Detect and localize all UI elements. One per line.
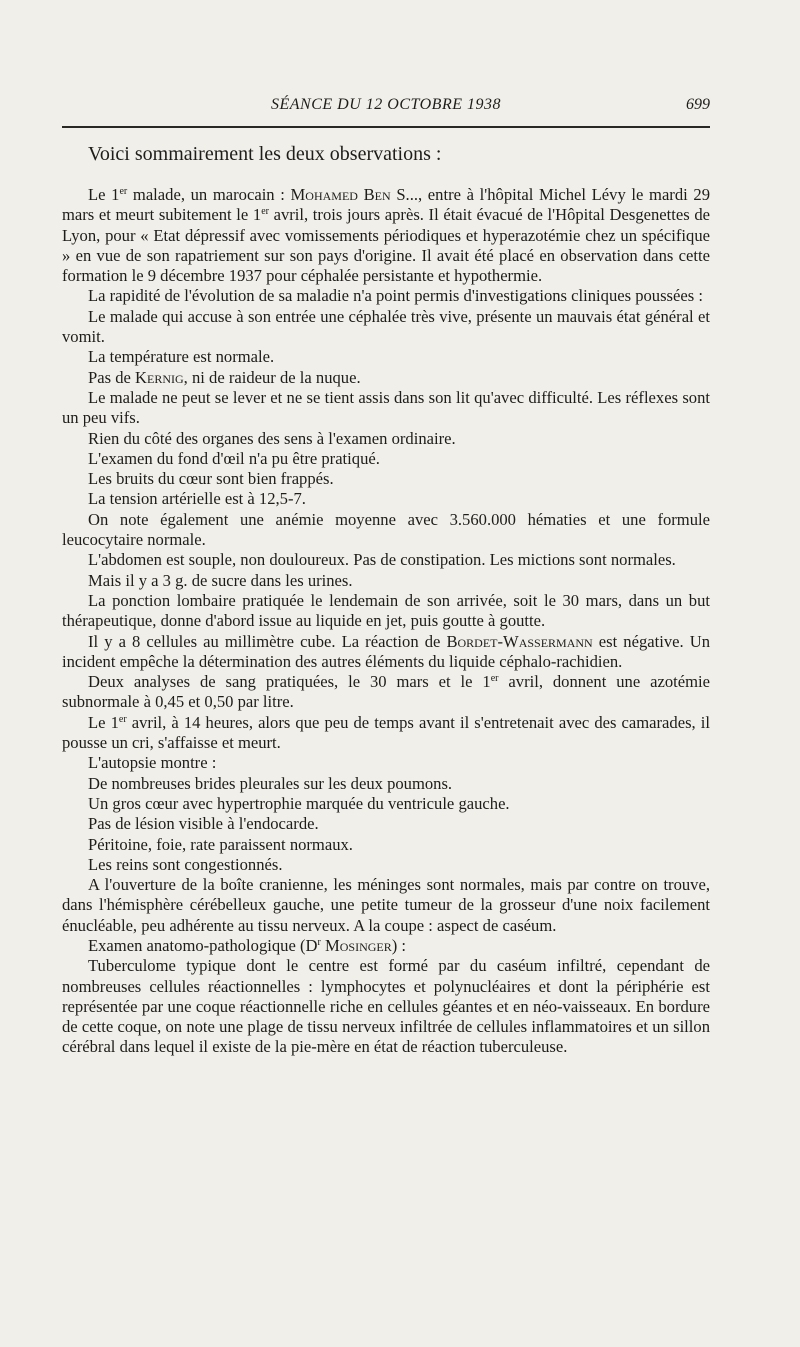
paragraph: Le malade ne peut se lever et ne se tient assis dans son lit qu'avec difficulté. Les réflexes sont un peu vifs. <box>62 387 710 428</box>
text-run: , ni de raideur de la nuque. <box>183 367 361 387</box>
text-run: Le 1 <box>88 185 120 204</box>
paragraph: Un gros cœur avec hypertrophie marquée du ventricule gauche. <box>88 793 510 813</box>
superscript: er <box>261 206 269 218</box>
paragraph: La rapidité de l'évolution de sa maladie n'a point permis d'investigations cliniques poussées : <box>88 286 703 306</box>
paragraph: De nombreuses brides pleurales sur les deux poumons. <box>88 773 453 793</box>
superscript: er <box>118 713 127 725</box>
paragraph: Rien du côté des organes des sens à l'examen ordinaire. <box>88 428 456 448</box>
text-run: avril, donnent une azotémie subnormale à 0,45 et 0,50 par litre. <box>62 672 710 712</box>
page-header <box>62 96 710 120</box>
paragraph: A l'ouverture de la boîte cranienne, les méninges sont normales, mais par contre on trouve, dans l'hémisphère cérébelleux gauche, une petite tumeur de la grosseur d'une noix facilement énucléable, peu adhérente au tissu nerveux. A la coupe : aspect de caséum. <box>62 875 710 935</box>
body-text <box>62 185 710 1058</box>
paragraph <box>62 936 710 956</box>
paragraph: Péritoine, foie, rate paraissent normaux. <box>88 834 353 854</box>
paragraph <box>62 713 710 754</box>
text-run: Le 1 <box>88 712 119 732</box>
paragraph: On note également une anémie moyenne avec 3.560.000 hématies et une formule leucocytaire normale. <box>62 509 710 550</box>
paragraph: L'abdomen est souple, non douloureux. Pas de constipation. Les mictions sont normales. <box>88 550 676 570</box>
paragraph: Mais il y a 3 g. de sucre dans les urines. <box>88 570 353 590</box>
text-run: ) : <box>391 935 407 955</box>
paragraph: Le malade qui accuse à son entrée une céphalée très vive, présente un mauvais état général et vomit. <box>62 306 710 347</box>
text-run: malade, un marocain : <box>127 185 291 204</box>
superscript: r <box>317 936 321 948</box>
text-run: Deux analyses de sang pratiquées, le 30 mars et le 1 <box>88 672 491 692</box>
author-name: Kernig <box>135 367 184 387</box>
paragraph: Les reins sont congestionnés. <box>88 854 283 874</box>
author-name: Mosinger <box>320 935 392 955</box>
paragraph: Pas de lésion visible à l'endocarde. <box>88 814 319 834</box>
text-run: avril, trois jours après. Il était évacué de l'Hôpital Desgenettes de Lyon, pour « Etat dépressif avec vomissements périodiques et hyperazotémie chez un spécifique » en vue de son rapatriement sur son pays d'origine. Il avait été placé en observation dans cette formation le 9 décembre 1937 pour céphalée persistante et hypothermie. <box>62 205 710 286</box>
paragraph: La ponction lombaire pratiquée le lendemain de son arrivée, soit le 30 mars, dans un but thérapeutique, donne d'abord issue au liquide en jet, puis goutte à goutte. <box>62 590 710 631</box>
paragraph <box>62 672 710 713</box>
paragraph: L'examen du fond d'œil n'a pu être pratiqué. <box>88 448 380 468</box>
intro-heading: Voici sommairement les deux observations : <box>88 143 442 165</box>
running-title: SÉANCE DU 12 OCTOBRE 1938 <box>271 96 501 113</box>
paragraph: Tuberculome typique dont le centre est formé par du caséum infiltré, cependant de nombreuses cellules réactionnelles : lymphocytes et polynucléaires et dont la périphérie est représentée par une coque réactionnelle riche en cellules géantes et en néo-vaisseaux. En bordure de cette coque, on note une plage de tissu nerveux infiltrée de cellules inflammatoires et un sillon cérébral dans lequel il existe de la pie-mère en état de réaction tuberculeuse. <box>62 956 710 1057</box>
text-run: est négative. Un incident empêche la détermination des autres éléments du liquide céphalo-rachidien. <box>62 631 711 671</box>
paragraph <box>62 185 710 286</box>
text-run: Examen anatomo-pathologique (D <box>88 935 318 955</box>
text-run: Pas de <box>88 367 136 387</box>
page-number: 699 <box>686 96 710 113</box>
paragraph: La température est normale. <box>88 347 275 367</box>
author-name: Bordet-Wassermann <box>446 631 593 651</box>
paragraph <box>62 368 710 388</box>
paragraph <box>62 632 710 673</box>
header-rule <box>62 126 710 128</box>
paragraph: Les bruits du cœur sont bien frappés. <box>88 469 334 489</box>
superscript: er <box>490 673 499 685</box>
paragraph: La tension artérielle est à 12,5-7. <box>88 489 306 509</box>
paragraph: L'autopsie montre : <box>88 753 217 773</box>
patient-name: Mohamed Ben <box>290 185 391 204</box>
text-run: avril, à 14 heures, alors que peu de temps avant il s'entretenait avec des camarades, il pousse un cri, s'affaisse et meurt. <box>62 712 710 753</box>
text-run: S..., entre à l'hôpital Michel Lévy le mardi 29 mars et meurt subitement le 1 <box>62 185 710 225</box>
superscript: er <box>119 186 128 197</box>
text-run: Il y a 8 cellules au millimètre cube. La réaction de <box>88 631 447 651</box>
